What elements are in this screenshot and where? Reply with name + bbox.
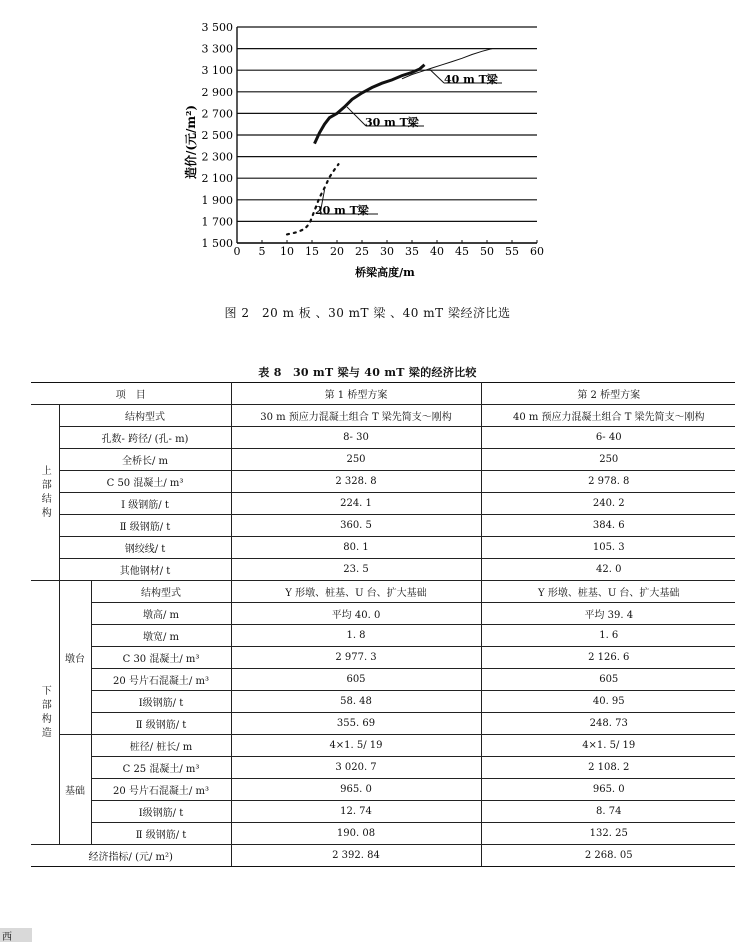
table-row bbox=[31, 427, 735, 449]
scheme-2-value: 105. 3 bbox=[481, 537, 735, 559]
row-label: Ⅱ 级钢筋/ t bbox=[91, 713, 231, 735]
scheme-2-value: 132. 25 bbox=[481, 823, 735, 845]
y-tick-label: 2 500 bbox=[201, 129, 233, 142]
scheme-1-value: 3 020. 7 bbox=[231, 757, 481, 779]
x-tick-label: 10 bbox=[280, 245, 294, 258]
summary-scheme-1: 2 392. 84 bbox=[231, 845, 481, 867]
cost-vs-height-chart bbox=[0, 0, 735, 300]
row-label: Ⅰ级钢筋/ t bbox=[91, 801, 231, 823]
row-label: 20 号片石混凝土/ m³ bbox=[91, 779, 231, 801]
x-tick-label: 0 bbox=[233, 245, 241, 258]
scheme-2-value: 384. 6 bbox=[481, 515, 735, 537]
scheme-2-value: 4×1. 5/ 19 bbox=[481, 735, 735, 757]
y-tick-label: 3 100 bbox=[201, 64, 233, 78]
row-label: 结构型式 bbox=[59, 405, 231, 427]
scheme-1-value: 250 bbox=[231, 449, 481, 471]
scheme-2-value: Y 形墩、桩基、U 台、扩大基础 bbox=[481, 581, 735, 603]
table-row bbox=[31, 647, 735, 669]
table-row bbox=[31, 713, 735, 735]
row-label: 孔数- 跨径/ (孔- m) bbox=[59, 427, 231, 449]
corner-tab bbox=[0, 928, 32, 942]
table-row bbox=[31, 845, 735, 867]
y-tick-label: 1 500 bbox=[201, 237, 233, 250]
scheme-1-value: 23. 5 bbox=[231, 559, 481, 581]
row-label: 桩径/ 桩长/ m bbox=[91, 735, 231, 757]
scheme-2-value: 6- 40 bbox=[481, 427, 735, 449]
scheme-2-value: 605 bbox=[481, 669, 735, 691]
table-caption: 表 8 30 mT 梁与 40 mT 梁的经济比较 bbox=[258, 366, 477, 379]
table-row bbox=[31, 515, 735, 537]
y-tick-label: 1 900 bbox=[201, 193, 233, 207]
row-label: 全桥长/ m bbox=[59, 449, 231, 471]
scheme-2-value: 40. 95 bbox=[481, 691, 735, 713]
scheme-2-value: 2 978. 8 bbox=[481, 471, 735, 493]
y-tick-label: 3 300 bbox=[201, 42, 233, 56]
annotation-leader bbox=[347, 107, 366, 126]
x-tick-label: 50 bbox=[480, 245, 494, 258]
summary-scheme-2: 2 268. 05 bbox=[481, 845, 735, 867]
x-tick-label: 55 bbox=[505, 245, 519, 258]
annotation-label: 20 m T梁 bbox=[315, 204, 369, 217]
x-tick-label: 40 bbox=[430, 245, 444, 258]
row-label: Ⅱ 级钢筋/ t bbox=[91, 823, 231, 845]
scheme-2-value: 2 108. 2 bbox=[481, 757, 735, 779]
scheme-1-value: 605 bbox=[231, 669, 481, 691]
x-tick-label: 35 bbox=[405, 245, 419, 258]
y-tick-label: 2 100 bbox=[201, 172, 233, 186]
scheme-1-value: 360. 5 bbox=[231, 515, 481, 537]
comparison-table bbox=[31, 382, 735, 867]
scheme-2-value: 250 bbox=[481, 449, 735, 471]
scheme-1-value: 2 328. 8 bbox=[231, 471, 481, 493]
header-scheme-1: 第 1 桥型方案 bbox=[231, 383, 481, 405]
row-label: Ⅰ 级钢筋/ t bbox=[59, 493, 231, 515]
y-tick-label: 2 900 bbox=[201, 85, 233, 99]
table-row bbox=[31, 405, 735, 427]
table-row bbox=[31, 559, 735, 581]
scheme-1-value: 965. 0 bbox=[231, 779, 481, 801]
x-tick-label: 5 bbox=[258, 245, 266, 258]
table-row bbox=[31, 581, 735, 603]
y-axis-label: 造价/(元/m²) bbox=[184, 104, 198, 180]
row-label: 20 号片石混凝土/ m³ bbox=[91, 669, 231, 691]
scheme-2-value: 965. 0 bbox=[481, 779, 735, 801]
scheme-2-value: 平均 39. 4 bbox=[481, 603, 735, 625]
summary-label: 经济指标/ (元/ m²) bbox=[31, 845, 231, 867]
table-row bbox=[31, 757, 735, 779]
scheme-1-value: 1. 8 bbox=[231, 625, 481, 647]
scheme-2-value: 240. 2 bbox=[481, 493, 735, 515]
table-row bbox=[31, 801, 735, 823]
scheme-2-value: 2 126. 6 bbox=[481, 647, 735, 669]
annotation-leader bbox=[430, 69, 445, 83]
y-tick-label: 1 700 bbox=[201, 215, 233, 229]
scheme-1-value: 12. 74 bbox=[231, 801, 481, 823]
scheme-2-value: 8. 74 bbox=[481, 801, 735, 823]
table-row bbox=[31, 625, 735, 647]
y-tick-label: 3 500 bbox=[201, 21, 233, 34]
row-label: Ⅰ级钢筋/ t bbox=[91, 691, 231, 713]
scheme-2-value: 42. 0 bbox=[481, 559, 735, 581]
figure-caption: 图 2 20 m 板 、30 mT 梁 、40 mT 梁经济比选 bbox=[224, 306, 511, 320]
table-row bbox=[31, 537, 735, 559]
scheme-1-value: 4×1. 5/ 19 bbox=[231, 735, 481, 757]
table-row bbox=[31, 471, 735, 493]
table-row bbox=[31, 383, 735, 405]
table-row bbox=[31, 779, 735, 801]
scheme-1-value: 190. 08 bbox=[231, 823, 481, 845]
table-row bbox=[31, 449, 735, 471]
x-tick-label: 45 bbox=[455, 245, 469, 258]
annotation-label: 30 m T梁 bbox=[365, 116, 419, 129]
header-item: 项 目 bbox=[31, 383, 231, 405]
y-tick-label: 2 700 bbox=[201, 107, 233, 121]
row-label: C 30 混凝土/ m³ bbox=[91, 647, 231, 669]
table-row bbox=[31, 735, 735, 757]
scheme-1-value: 8- 30 bbox=[231, 427, 481, 449]
x-tick-label: 25 bbox=[355, 245, 369, 258]
scheme-2-value: 248. 73 bbox=[481, 713, 735, 735]
row-label: 墩高/ m bbox=[91, 603, 231, 625]
x-axis-label: 桥梁高度/m bbox=[355, 266, 415, 279]
scheme-1-value: 80. 1 bbox=[231, 537, 481, 559]
group-lower-structure: 下部构造 bbox=[31, 581, 59, 845]
scheme-1-value: 平均 40. 0 bbox=[231, 603, 481, 625]
table-row bbox=[31, 669, 735, 691]
scheme-1-value: 58. 48 bbox=[231, 691, 481, 713]
subgroup-pier: 墩台 bbox=[59, 581, 91, 735]
x-tick-label: 30 bbox=[380, 245, 394, 258]
x-tick-label: 20 bbox=[330, 245, 344, 258]
scheme-1-value: 224. 1 bbox=[231, 493, 481, 515]
row-label: 结构型式 bbox=[91, 581, 231, 603]
y-tick-label: 2 300 bbox=[201, 150, 233, 164]
annotation-label: 40 m T梁 bbox=[444, 73, 498, 86]
x-tick-label: 15 bbox=[305, 245, 319, 258]
table-row bbox=[31, 493, 735, 515]
scheme-2-value: 1. 6 bbox=[481, 625, 735, 647]
row-label: C 50 混凝土/ m³ bbox=[59, 471, 231, 493]
table-row bbox=[31, 603, 735, 625]
table-row bbox=[31, 823, 735, 845]
row-label: Ⅱ 级钢筋/ t bbox=[59, 515, 231, 537]
x-tick-label: 60 bbox=[530, 245, 544, 258]
subgroup-foundation: 基础 bbox=[59, 735, 91, 845]
row-label: 其他钢材/ t bbox=[59, 559, 231, 581]
y-axis-ticks bbox=[202, 21, 234, 250]
header-scheme-2: 第 2 桥型方案 bbox=[481, 383, 735, 405]
scheme-1-value: 30 m 预应力混凝土组合 T 梁先简支～刚构 bbox=[231, 405, 481, 427]
chart-grid bbox=[237, 27, 537, 243]
scheme-1-value: 355. 69 bbox=[231, 713, 481, 735]
scheme-2-value: 40 m 预应力混凝土组合 T 梁先简支～刚构 bbox=[481, 405, 735, 427]
scheme-1-value: Y 形墩、桩基、U 台、扩大基础 bbox=[231, 581, 481, 603]
corner-tab-label: 西 bbox=[2, 932, 12, 943]
row-label: 墩宽/ m bbox=[91, 625, 231, 647]
scheme-1-value: 2 977. 3 bbox=[231, 647, 481, 669]
row-label: 钢绞线/ t bbox=[59, 537, 231, 559]
table-row bbox=[31, 691, 735, 713]
row-label: C 25 混凝土/ m³ bbox=[91, 757, 231, 779]
group-upper-structure: 上部结构 bbox=[31, 405, 59, 581]
